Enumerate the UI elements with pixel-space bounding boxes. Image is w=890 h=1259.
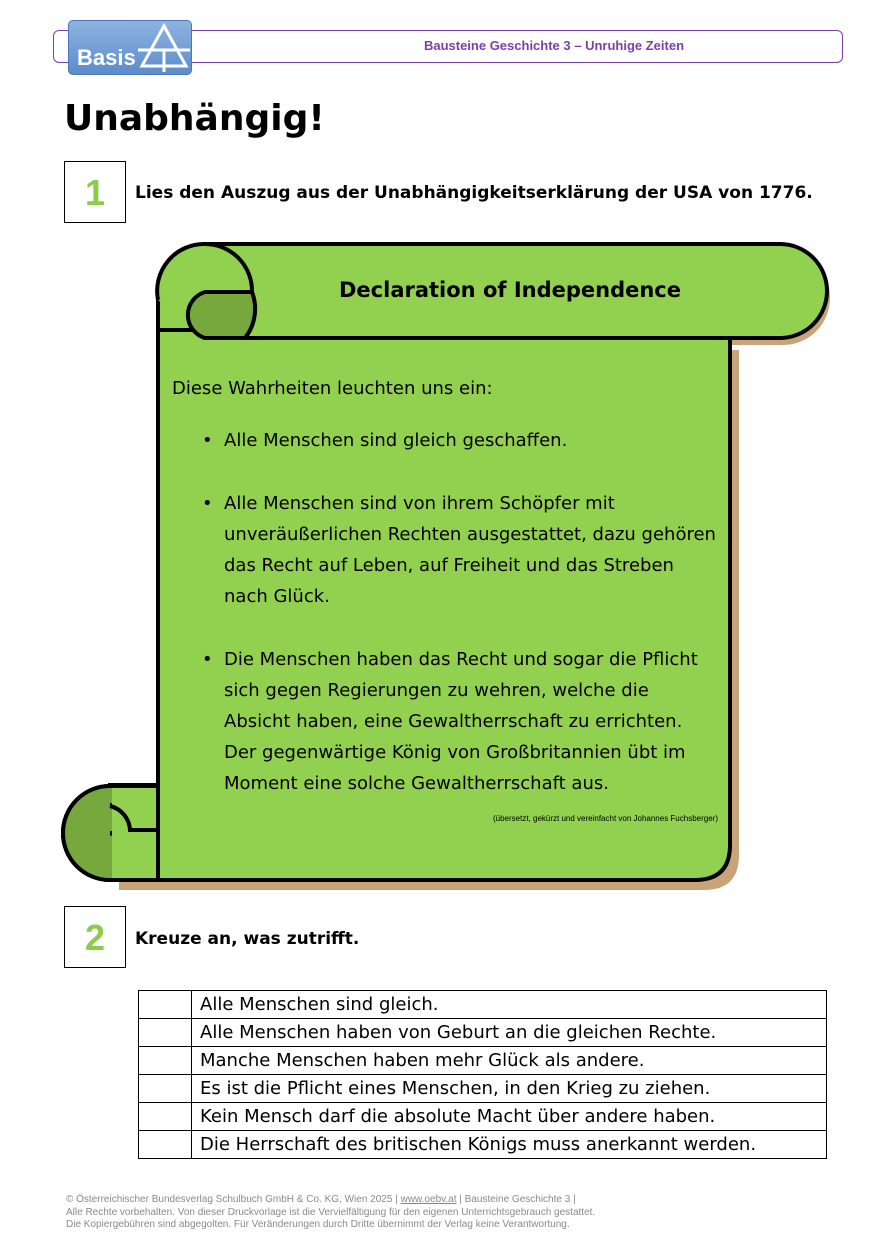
task-1-instruction: Lies den Auszug aus der Unabhängigkeitserklärung der USA von 1776. xyxy=(135,183,813,203)
task-number-2: 2 xyxy=(64,906,126,968)
checklist-table xyxy=(138,990,827,1159)
logo-text: Basis xyxy=(77,45,136,70)
footer-line-2: Alle Rechte vorbehalten. Von dieser Druckvorlage ist die Vervielfältigung für den eigenen Unterrichtsgebrauch gestattet. xyxy=(66,1206,596,1218)
copyright-footer xyxy=(66,1194,766,1232)
table-row xyxy=(139,1019,827,1047)
statement-text: Es ist die Pflicht eines Menschen, in den Krieg zu ziehen. xyxy=(192,1075,827,1103)
statement-text: Kein Mensch darf die absolute Macht über andere haben. xyxy=(192,1103,827,1131)
task-number-1: 1 xyxy=(64,161,126,223)
checkbox-cell[interactable] xyxy=(139,1047,192,1075)
publisher-link[interactable]: www.oebv.at xyxy=(400,1194,457,1205)
bullet-icon: • xyxy=(202,649,213,670)
table-row xyxy=(139,1103,827,1131)
footer-line-1 xyxy=(66,1194,766,1207)
bullet-icon: • xyxy=(202,493,213,514)
excerpt-intro: Diese Wahrheiten leuchten uns ein: xyxy=(172,378,493,399)
task-2-instruction: Kreuze an, was zutrifft. xyxy=(135,929,360,949)
source-note: (übersetzt, gekürzt und vereinfacht von Johannes Fuchsberger) xyxy=(492,814,718,823)
checkbox-cell[interactable] xyxy=(139,1019,192,1047)
statement-text: Manche Menschen haben mehr Glück als andere. xyxy=(192,1047,827,1075)
table-row xyxy=(139,991,827,1019)
table-row xyxy=(139,1131,827,1159)
checkbox-cell[interactable] xyxy=(139,1075,192,1103)
bullet-icon: • xyxy=(202,430,213,451)
footer-series: | Bausteine Geschichte 3 | xyxy=(456,1194,576,1205)
point-text: Alle Menschen sind von ihrem Schöpfer mit unveräußerlichen Rechten ausgestattet, dazu gehören das Recht auf Leben, auf Freiheit und das Streben nach Glück. xyxy=(224,493,716,607)
list-item xyxy=(172,488,717,612)
checkbox-cell[interactable] xyxy=(139,1103,192,1131)
checkbox-cell[interactable] xyxy=(139,991,192,1019)
point-text: Alle Menschen sind gleich geschaffen. xyxy=(224,430,568,451)
excerpt-points xyxy=(172,425,717,799)
point-text: Die Menschen haben das Recht und sogar die Pflicht sich gegen Regierungen zu wehren, welche die Absicht haben, eine Gewaltherrschaft zu errichten. Der gegenwärtige König von Großbritannien übt im Moment eine solche Gewaltherrschaft aus. xyxy=(224,649,698,794)
page-title: Unabhängig! xyxy=(64,98,325,139)
list-item xyxy=(172,644,717,799)
statement-text: Die Herrschaft des britischen Königs muss anerkannt werden. xyxy=(192,1131,827,1159)
checkbox-cell[interactable] xyxy=(139,1131,192,1159)
header-title: Bausteine Geschichte 3 – Unruhige Zeiten xyxy=(423,38,685,53)
table-row xyxy=(139,1047,827,1075)
scroll-heading: Declaration of Independence xyxy=(339,278,681,302)
declaration-excerpt xyxy=(172,378,717,831)
footer-line-3: Die Kopiergebühren sind abgegolten. Für Veränderungen durch Dritte übernimmt der Verlag keine Verantwortung. xyxy=(66,1219,570,1230)
statement-text: Alle Menschen haben von Geburt an die gleichen Rechte. xyxy=(192,1019,827,1047)
list-item xyxy=(172,425,717,456)
table-row xyxy=(139,1075,827,1103)
statement-text: Alle Menschen sind gleich. xyxy=(192,991,827,1019)
footer-copyright: © Österreichischer Bundesverlag Schulbuch GmbH & Co. KG, Wien 2025 | xyxy=(66,1194,401,1205)
